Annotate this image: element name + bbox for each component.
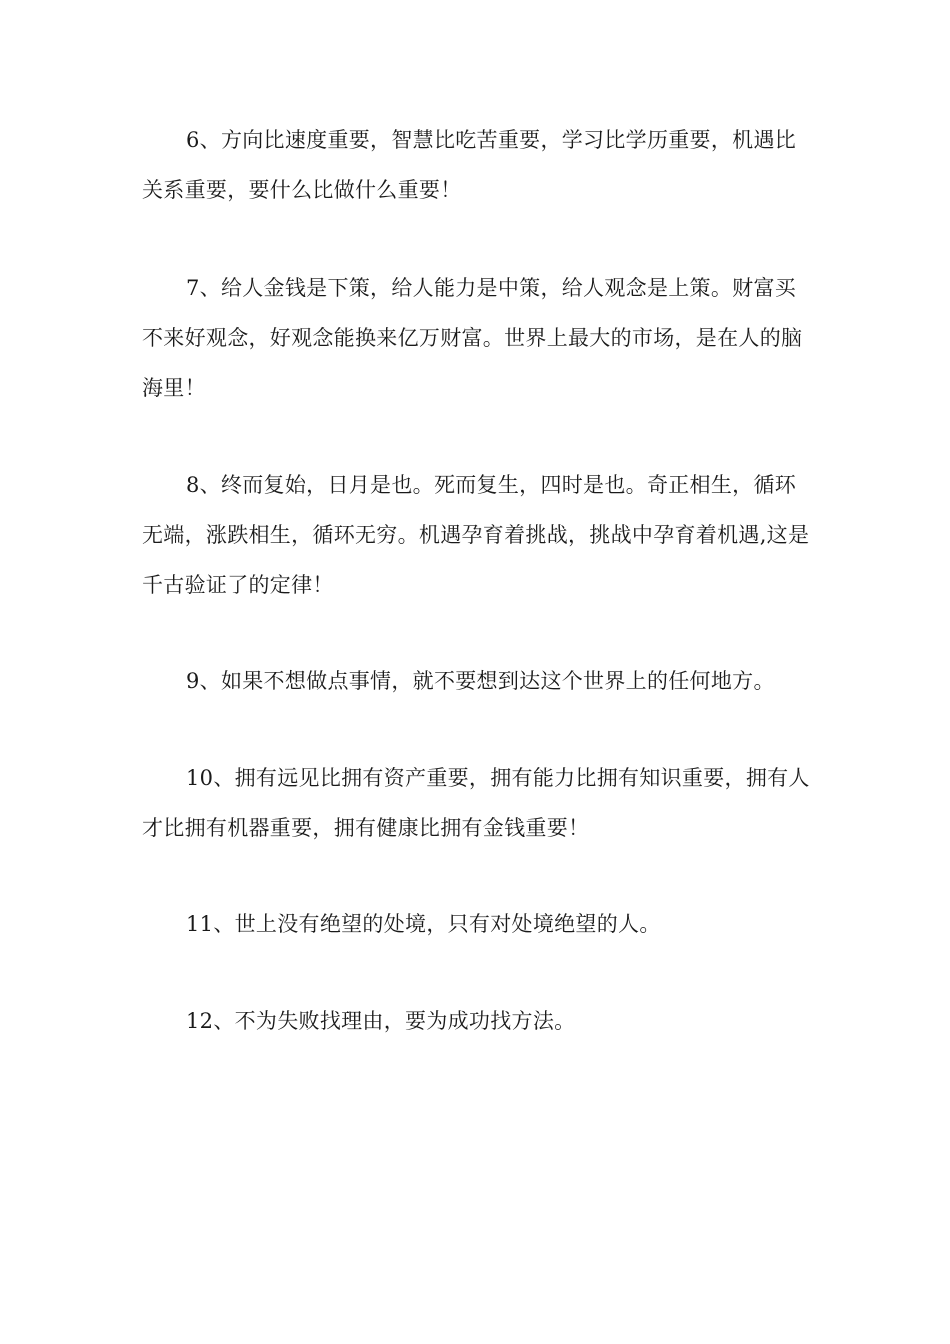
paragraph-10: 10、拥有远见比拥有资产重要，拥有能力比拥有知识重要，拥有人才比拥有机器重要，拥有健康比拥有金钱重要！ bbox=[142, 766, 810, 840]
paragraph-6: 6、方向比速度重要，智慧比吃苦重要，学习比学历重要，机遇比关系重要，要什么比做什么重要！ bbox=[142, 128, 797, 202]
paragraph-8: 8、终而复始，日月是也。死而复生，四时是也。奇正相生，循环无端，涨跌相生，循环无穷。机遇孕育着挑战，挑战中孕育着机遇,这是千古验证了的定律！ bbox=[142, 473, 810, 597]
paragraph-12: 12、不为失败找理由，要为成功找方法。 bbox=[186, 1009, 576, 1033]
paragraph-9: 9、如果不想做点事情，就不要想到达这个世界上的任何地方。 bbox=[186, 669, 775, 693]
paragraph-11: 11、世上没有绝望的处境，只有对处境绝望的人。 bbox=[186, 912, 661, 936]
paragraph-7: 7、给人金钱是下策，给人能力是中策，给人观念是上策。财富买不来好观念，好观念能换来亿万财富。世界上最大的市场，是在人的脑海里！ bbox=[142, 276, 803, 400]
